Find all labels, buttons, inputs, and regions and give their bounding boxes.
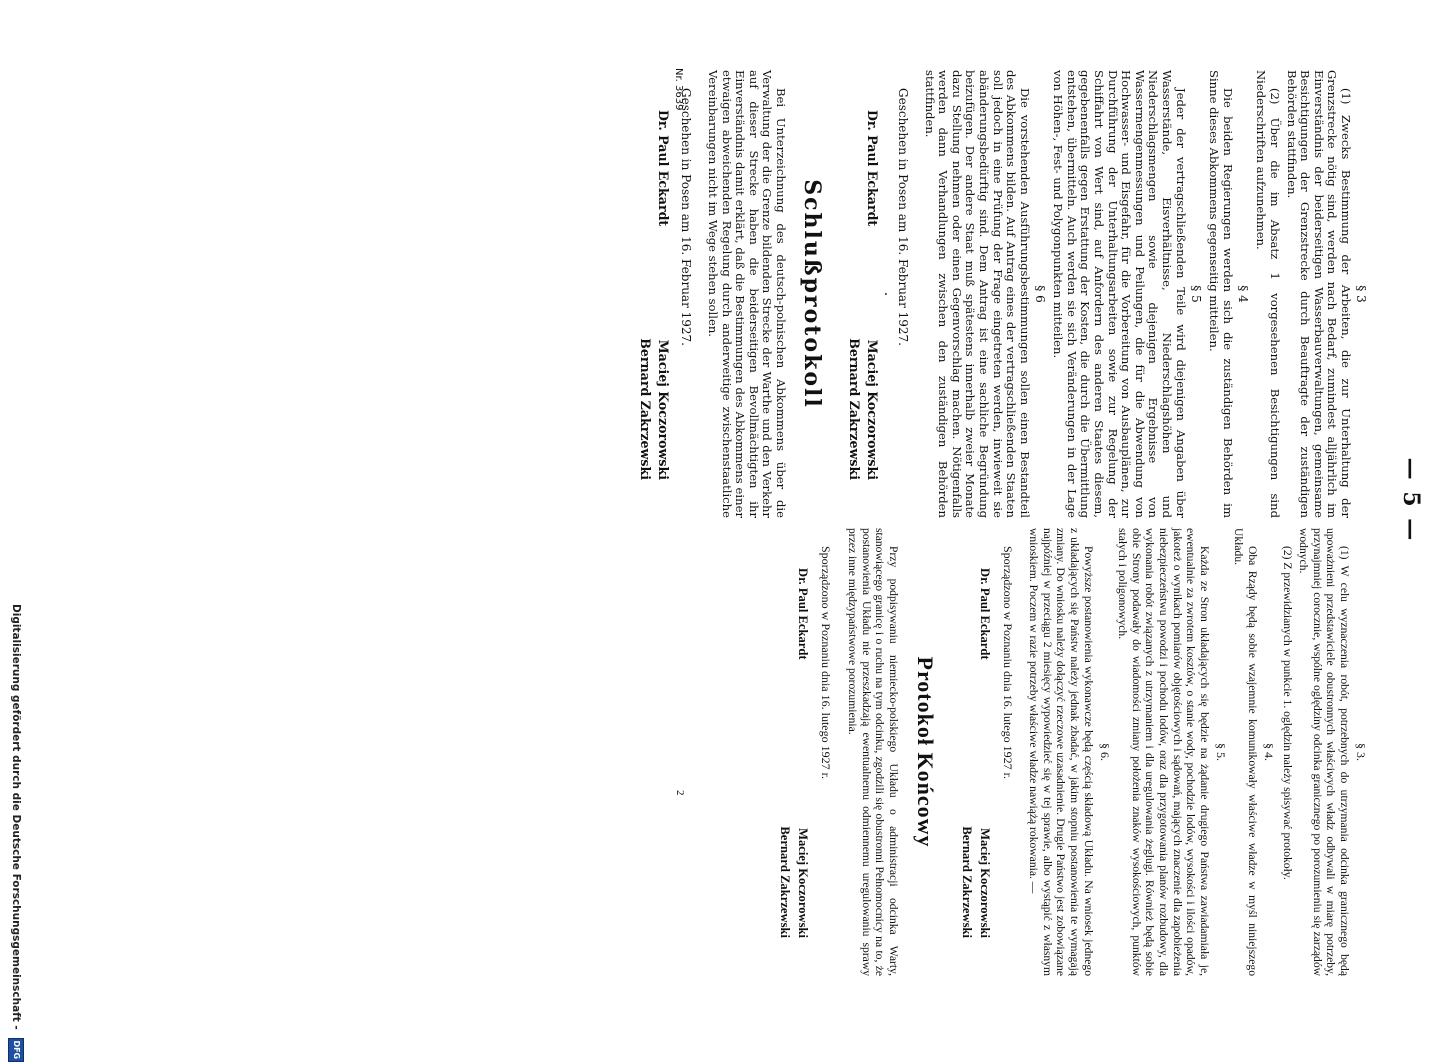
pl-signature-date: Sporządzono w Poznaniu dnia 16. lutego 1927 r.	[1000, 546, 1015, 779]
german-column	[628, 70, 1368, 518]
dot-mark: ·	[876, 291, 893, 297]
signatory-zakrzewski: Bernard Zakrzewski	[778, 826, 793, 938]
de-protocol-text: Bei Unterzeichnung des deutsch-polnischen Abkommens über die Verwaltung der die Grenze bildenden Strecke der Warthe und den Verkehr auf dieser Strecke haben die beiderseitigen Bevollmächtigten ihr Einverständnis damit erklärt, daß die Bestimmungen des Abkommens einer etwaigen abweichenden Regelung durch anderweitige zwischenstaatliche Vereinbarungen nicht im Wege stehen sollen.	[706, 70, 788, 518]
pl-paragraph: Oba Rządy będą sobie wzajemnie komunikowały właściwe władze w myśl niniejszego Układu.	[1232, 528, 1260, 976]
signatory-koczorowski: Maciej Koczorowski	[864, 339, 880, 480]
pl-signature-block-2	[776, 528, 833, 976]
dfg-logo-icon: DFG	[8, 1038, 24, 1062]
pl-section-heading: § 6.	[1097, 743, 1112, 761]
signatory-koczorowski: Maciej Koczorowski	[796, 828, 811, 938]
de-section-heading: § 4	[1235, 285, 1250, 303]
de-paragraph: (2) Über die im Absatz 1 vorgesehenen Besichtigungen sind Niederschriften aufzunehmen.	[1254, 70, 1283, 518]
de-section-4	[1207, 70, 1250, 518]
de-section-heading: § 5	[1188, 285, 1203, 303]
de-paragraph: Die vorstehenden Ausführungsbestimmungen sollen einen Bestandteil des Abkommens bilden. Auf Antrag eines der vertragschließenden Staaten soll jedoch in eine Prüfung der Frage eingetreten werden, inwieweit sie abänderungsbedürftig sind. Dem Antrag ist eine sachliche Begründung beizufügen. Der andere Staat muß spätestens innerhalb zweier Monate dazu Stellung nehmen oder einen Gegenvorschlag machen. Nötigenfalls werden dann Verhandlungen zwischen den zuständigen Behörden stattfinden.	[922, 70, 1032, 518]
signatory-zakrzewski: Bernard Zakrzewski	[638, 338, 654, 480]
de-signature-block-1	[845, 70, 910, 518]
signatory-eckardt: Dr. Paul Eckardt	[656, 110, 672, 227]
pl-section-4	[1232, 528, 1276, 976]
de-paragraph: Die beiden Regierungen werden sich die zuständigen Behörden im Sinne dieses Abkommens gegenseitig mitteilen.	[1207, 70, 1235, 518]
digitization-note	[6, 604, 26, 1062]
de-signature-date: Geschehen in Posen am 16. Februar 1927.	[895, 88, 910, 346]
signatory-koczorowski: Maciej Koczorowski	[656, 339, 672, 480]
pl-protocol-text: Przy podpisywaniu niemiecko-polskiego Układu o administracji odcinka Warty, stanowiącego granicę i o ruchu na tym odcinku, zgodzili się obustronni Pełnomocnicy na to, że postanowienia Układu nie przeszkadzają ewentualnemu odmiennemu uregulowaniu sprawy przez inne międzypaństwowe porozumienia.	[845, 528, 900, 976]
polish-column	[768, 528, 1368, 976]
de-paragraph: Jeder der vertragschließenden Teile wird diejenigen Angaben über Wasserstände, Eisverhältnisse, Niederschlagshöhen und Niederschlagsmengen sowie diejenigen Ergebnisse von Wassermengenmessungen und Peilungen, die für die Abwendung von Hochwasser- und Eisgefahr, für die Vorbereitung von Ausbauplänen, zur Durchführung der Unterhaltungsarbeiten sowie zur Regelung der Schiffahrt von Wert sind, auf Anfordern des anderen Staates diesem, gegebenenfalls gegen Erstattung der Kosten, die durch die Übermittlung entstehen, übermitteln. Auch werden sie sich Veränderungen in der Lage von Höhen-, Fest- und Polygonpunkten mitteilen.	[1051, 70, 1188, 518]
pl-paragraph: (2) Z przewidzianych w punkcie 1. oględzin należy spisywać protokoły.	[1280, 546, 1294, 880]
pl-section-heading: § 4.	[1262, 743, 1277, 761]
page-number: — 5 —	[1398, 457, 1424, 543]
pl-section-3	[1280, 528, 1368, 976]
pl-section-heading: § 3.	[1354, 743, 1368, 761]
pl-protocol-title: Protokoł Końcowy	[912, 656, 938, 848]
de-signature-date: Geschehen in Posen am 16. Februar 1927.	[679, 88, 694, 346]
signatory-eckardt: Dr. Paul Eckardt	[864, 110, 880, 227]
pl-signature-date: Sporządzono w Poznaniu dnia 16. lutego 1927 r.	[819, 546, 834, 779]
de-protocol-title: Schlußprotokoll	[798, 179, 825, 409]
de-section-3	[1254, 70, 1368, 518]
signatory-zakrzewski: Bernard Zakrzewski	[959, 826, 974, 938]
de-section-6	[922, 70, 1047, 518]
de-section-5	[1051, 70, 1203, 518]
de-footer-number: Nr. 3639	[673, 68, 684, 111]
pl-section-heading: § 5.	[1213, 743, 1228, 761]
pl-paragraph: Powyższe postanowienia wykonawcze będą częścią składową Układu. Na wniosek jednego z układających się Państw należy jednak zbadać, w jakim stopniu postanowienia te wymagają zmiany. Do wniosku należy dołączyć rzeczowe uzasadnienie. Drugie Państwo jest zobowiązane najpóźniej w przeciągu 2 miesięcy wypowiedzieć się w tej sprawie, albo wystąpić z własnym wnioskiem. Poczem w razie potrzeby właściwe władze nawiążą rokowania. —	[1027, 528, 1095, 976]
pl-signature-block-1	[958, 528, 1015, 976]
de-paragraph: (1) Zwecks Bestimmung der Arbeiten, die zur Unterhaltung der Grenzstrecke nötig sind, werden nach Bedarf, zumindest alljährlich im Einverständnis der beiderseitigen Wasserbauverwaltungen, gemeinsame Besichtigungen der Grenzstrecke durch Beauftragte der zuständigen Behörden stattfinden.	[1284, 70, 1353, 518]
pl-paragraph: Każda ze Stron układających się będzie na żądanie drugiego Państwa zawiadamiała je, ewentualnie za zwrotem kosztów, o stanie wody, pochodzie lodów, wysokości i ilości opadów, jakoteż o wynikach pomiarów objętościowych i sądowań, mających znaczenie dla zapobieżenia niebezpieczeństwu powodzi i pochodu lodów, oraz dla przygotowania planów rozbudowy, dla wykonania robót związanych z utrzymaniem i dla uregulowania żeglugi. Również będą sobie obie Strony podawały do wiadomości zmiany położenia znaków wysokościowych, punktów stałych i poligonowych.	[1116, 528, 1211, 976]
de-signature-block-2	[636, 70, 693, 518]
signatory-eckardt: Dr. Paul Eckardt	[977, 568, 992, 660]
digitization-text: Digitalisierung gefördert durch die Deutsche Forschungsgemeinschaft -	[10, 604, 22, 1030]
de-section-heading: § 6	[1032, 285, 1047, 303]
pl-section-6	[1027, 528, 1112, 976]
de-section-heading: § 3	[1354, 285, 1368, 303]
pl-section-5	[1116, 528, 1228, 976]
signatory-zakrzewski: Bernard Zakrzewski	[846, 338, 862, 480]
pl-footer-number: 2	[674, 790, 686, 796]
signatory-koczorowski: Maciej Koczorowski	[977, 828, 992, 938]
signatory-eckardt: Dr. Paul Eckardt	[796, 568, 811, 660]
pl-paragraph: (1) W celu wyznaczenia robót, potrzebnych do utrzymania odcinka granicznego będą upoważnieni przedstawiciele obustronnych właściwych władz odbywali w miarę potrzeby, przynajmniej corocznie, wspólne oględziny odcinka granicznego po porozumieniu się zarządów wodnych.	[1297, 528, 1351, 976]
